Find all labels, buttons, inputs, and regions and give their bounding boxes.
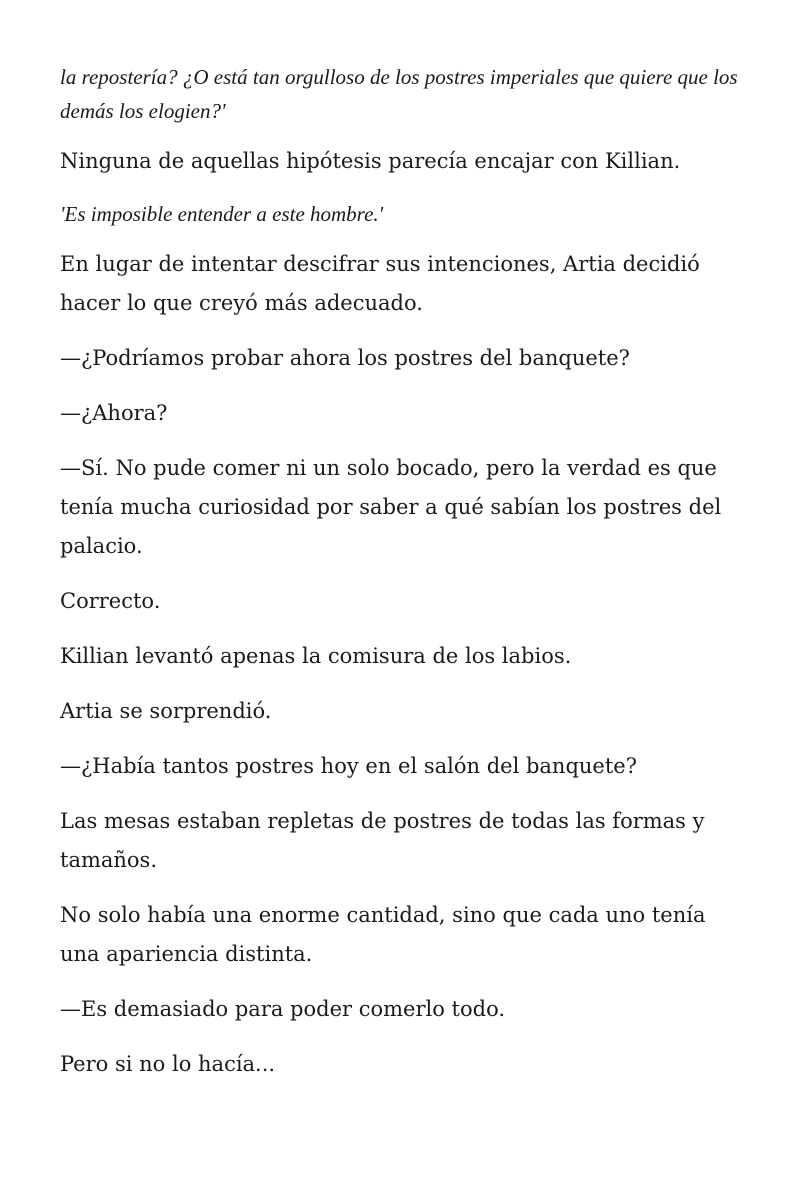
- paragraph-dialogue: —Sí. No pude comer ni un solo bocado, pero la verdad es que tenía mucha curiosidad por saber a qué sabían los postres del palacio.: [60, 456, 722, 558]
- paragraph-thought: la repostería? ¿O está tan orgulloso de los postres imperiales que quiere que los demás los elogien?': [60, 65, 738, 123]
- paragraph: No solo había una enorme cantidad, sino que cada uno tenía una apariencia distinta.: [60, 903, 706, 966]
- paragraph-thought: 'Es imposible entender a este hombre.': [60, 202, 384, 226]
- paragraph: En lugar de intentar descifrar sus intenciones, Artia decidió hacer lo que creyó más adecuado.: [60, 252, 700, 315]
- paragraph-dialogue: —¿Ahora?: [60, 401, 168, 425]
- paragraph: Artia se sorprendió.: [60, 699, 272, 723]
- paragraph-dialogue: —¿Podríamos probar ahora los postres del banquete?: [60, 346, 630, 370]
- paragraph: Ninguna de aquellas hipótesis parecía encajar con Killian.: [60, 149, 681, 173]
- page-body: [60, 60, 750, 1100]
- paragraph: Pero si no lo hacía...: [60, 1052, 276, 1076]
- paragraph: Correcto.: [60, 589, 161, 613]
- paragraph: Las mesas estaban repletas de postres de todas las formas y tamaños.: [60, 809, 705, 872]
- paragraph-dialogue: —Es demasiado para poder comerlo todo.: [60, 997, 506, 1021]
- paragraph-dialogue: —¿Había tantos postres hoy en el salón del banquete?: [60, 754, 637, 778]
- paragraph: Killian levantó apenas la comisura de los labios.: [60, 644, 572, 668]
